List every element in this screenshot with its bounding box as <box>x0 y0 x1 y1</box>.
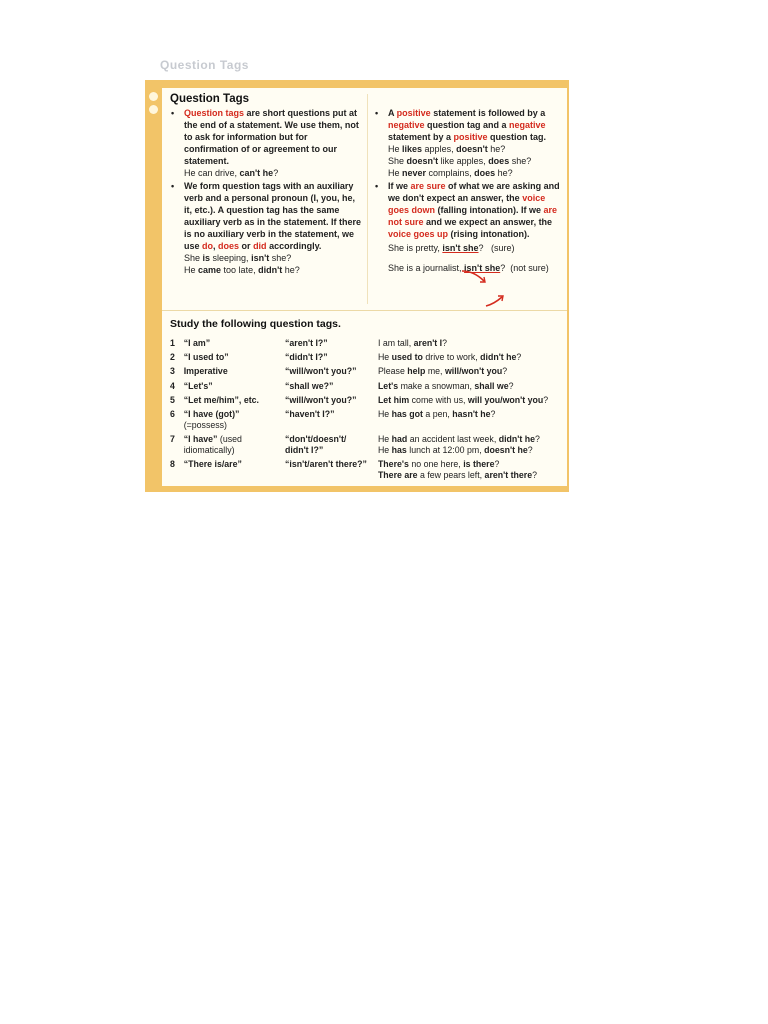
statement-cell <box>184 366 285 380</box>
example-can-drive <box>170 167 364 179</box>
tag-text: “will/won't you?” <box>285 394 357 405</box>
tag-cell <box>285 338 378 352</box>
example-line <box>378 470 567 481</box>
term-voice-goes-up: voice goes up <box>388 228 449 239</box>
example-text: a pen, <box>422 408 453 419</box>
bullet-definition <box>170 107 364 167</box>
example-bold: aren't I <box>413 338 443 348</box>
example-line <box>378 352 567 363</box>
example-bold: Let's <box>377 380 399 391</box>
example-bold: There are <box>377 470 418 481</box>
tag-cell <box>285 366 378 380</box>
example-text: ? <box>516 352 522 363</box>
example-cell <box>378 381 567 395</box>
example-text: ? <box>535 434 540 445</box>
table-row <box>170 395 567 409</box>
term-does: does <box>218 241 240 252</box>
example-cell <box>378 338 567 352</box>
statement-text: “There is/are” <box>183 459 242 470</box>
row-number: 7 <box>170 434 175 445</box>
right-column <box>374 107 564 274</box>
example-text: ? <box>273 168 279 179</box>
example-text: She <box>388 156 407 167</box>
example-line <box>378 381 567 392</box>
example-tag: doesn't <box>456 144 488 155</box>
faded-page-heading <box>160 58 530 72</box>
example-bold: used to <box>391 352 423 363</box>
formation-text: , <box>213 241 219 252</box>
term-did: did <box>253 241 267 252</box>
table-row <box>170 459 567 484</box>
tag-cell <box>285 381 378 395</box>
example-cell <box>378 409 567 434</box>
example-cell <box>378 366 567 380</box>
row-number: 4 <box>170 380 175 391</box>
tag-text: “isn't/aren't there?” <box>285 459 367 470</box>
definition-text: are short questions put at the end of a statement. We use them, not to ask for information but for confirmation of or agreement to our statement. <box>184 108 359 167</box>
statement-cell <box>184 434 285 459</box>
example-bold: Let him <box>377 394 410 405</box>
example-text: ? <box>543 394 549 405</box>
example-text: ? <box>494 459 500 470</box>
example-text: He <box>388 144 403 155</box>
example-text: He <box>377 408 392 419</box>
formation-text: accordingly. <box>266 241 322 252</box>
example-sleeping <box>170 252 364 264</box>
grammar-card <box>145 80 569 492</box>
polarity-text: statement is followed by a <box>430 108 546 118</box>
statement-cell <box>184 395 285 409</box>
example-never-complains <box>374 167 564 179</box>
example-text: He <box>377 434 392 445</box>
example-text: ? <box>442 338 448 348</box>
intonation-text: (rising intonation). <box>448 228 530 239</box>
example-line <box>378 395 567 406</box>
example-bold: will/won't you <box>444 366 503 377</box>
example-text: drive to work, <box>422 352 481 363</box>
example-text: ? <box>500 263 506 274</box>
example-text: ? <box>502 366 508 377</box>
table-row <box>170 434 567 459</box>
term-are-not-sure: are not sure <box>388 204 558 227</box>
example-text: too late, <box>221 265 259 276</box>
example-line <box>378 445 567 456</box>
column-divider <box>367 94 368 304</box>
example-text: no one here, <box>408 459 464 470</box>
example-text: She is pretty, <box>388 243 443 254</box>
row-number: 2 <box>170 352 175 363</box>
tag-cell <box>285 352 378 366</box>
tag-cell <box>285 459 378 484</box>
statement-note: (used <box>217 434 242 445</box>
statement-text: “Let me/him”, etc. <box>183 394 259 405</box>
statement-cell <box>184 459 285 484</box>
example-text: complains, <box>426 168 475 179</box>
row-number: 5 <box>170 394 175 405</box>
binder-hole-bottom <box>149 105 158 114</box>
example-bold: is <box>202 253 211 264</box>
example-line <box>378 366 567 377</box>
intonation-text: (falling intonation). If we <box>435 204 544 215</box>
term-positive: positive <box>396 108 431 118</box>
study-title: Study the following question tags. <box>170 318 341 330</box>
tag-text: “didn't I?” <box>285 352 328 363</box>
term-are-sure: are sure <box>410 180 446 191</box>
example-tag-rising: isn't she <box>464 263 501 274</box>
example-cell <box>378 434 567 459</box>
row-number: 3 <box>170 366 175 377</box>
example-bold: There's <box>377 459 409 470</box>
tag-text: “aren't I?” <box>285 338 328 348</box>
example-bold: doesn't <box>406 156 439 167</box>
example-came-late <box>170 264 364 276</box>
example-bold: aren't there <box>484 470 533 481</box>
statement-cell <box>184 338 285 352</box>
example-text: come with us, <box>409 394 468 405</box>
example-cell <box>378 459 567 484</box>
table-row <box>170 366 567 380</box>
example-line <box>378 434 567 445</box>
statement-text: “I used to” <box>183 352 229 363</box>
example-text: she? <box>269 253 292 264</box>
tag-text: “haven't I?” <box>285 408 335 419</box>
term-negative: negative <box>388 120 425 131</box>
example-text: an accident last week, <box>407 434 499 445</box>
example-bold: had <box>391 434 408 445</box>
statement-text: “I am” <box>183 338 211 348</box>
example-bold: came <box>198 265 222 276</box>
example-tag-falling: isn't she <box>442 243 479 254</box>
term-negative: negative <box>509 120 546 131</box>
statement-cell <box>184 409 285 434</box>
example-text: sleeping, <box>210 253 252 264</box>
falling-intonation-arrow-icon <box>460 269 490 285</box>
example-doesnt-like <box>374 155 564 167</box>
example-text: he? <box>495 168 513 179</box>
example-text: Please <box>377 366 408 377</box>
formation-text: or <box>239 241 254 252</box>
tag-cell <box>285 395 378 409</box>
formation-text: We form question tags with an auxiliary verb and a personal pronoun (I, you, he, it, etc.). A question tag has the same auxiliary verb as in the statement. If there is no auxiliary verb in the statement, we use <box>184 180 362 252</box>
example-text: He can drive, <box>184 168 240 179</box>
bullet-dot: • <box>375 108 379 118</box>
tag-text: “don't/doesn't/ <box>285 434 347 445</box>
example-bold: help <box>407 366 426 377</box>
example-note: (sure) <box>491 243 515 254</box>
example-tag: isn't <box>251 253 270 264</box>
table-row <box>170 409 567 434</box>
example-text: she? <box>509 156 532 167</box>
example-text: apples, <box>422 144 457 155</box>
statement-text: “I have (got)” <box>183 408 240 419</box>
left-column <box>170 107 364 276</box>
tag-text: “will/won't you?” <box>285 366 357 377</box>
statement-text: Imperative <box>183 366 228 377</box>
example-text: He <box>388 168 403 179</box>
tag-text: didn't I?” <box>285 445 324 456</box>
table-row <box>170 352 567 366</box>
example-text: me, <box>425 366 445 377</box>
example-line <box>378 459 567 470</box>
grammar-panel <box>162 88 567 486</box>
term-do: do <box>202 241 214 252</box>
term-question-tags: Question tags <box>184 108 245 118</box>
example-line <box>378 338 567 349</box>
example-text: like apples, <box>438 156 489 167</box>
example-bold: shall we <box>474 380 509 391</box>
example-text: ? <box>532 470 538 481</box>
example-cell <box>378 395 567 409</box>
intonation-text: of what we are asking and we don't expect an answer, the <box>388 180 560 203</box>
tag-cell <box>285 409 378 434</box>
example-bold: has got <box>391 408 423 419</box>
intonation-text: If we <box>388 180 411 191</box>
statement-note: (=possess) <box>183 419 227 430</box>
bullet-intonation <box>374 180 564 240</box>
statement-cell <box>184 381 285 395</box>
tag-cell <box>285 434 378 459</box>
example-text: She is a journalist, <box>388 263 465 274</box>
example-cell <box>378 352 567 366</box>
table-row <box>170 381 567 395</box>
example-line <box>378 409 567 420</box>
example-text: ? <box>478 243 484 254</box>
polarity-text: A <box>388 108 397 118</box>
example-tag: didn't <box>258 265 283 276</box>
polarity-text: question tag and a <box>424 120 510 131</box>
example-bold: is there <box>463 459 495 470</box>
example-text: He <box>184 265 199 276</box>
polarity-text: question tag. <box>487 132 547 143</box>
example-tag: does <box>488 156 510 167</box>
term-positive: positive <box>453 132 488 143</box>
example-tag: does <box>474 168 496 179</box>
table-row <box>170 338 567 352</box>
example-text: He <box>377 445 392 456</box>
intonation-text: and we expect an answer, the <box>423 216 553 227</box>
section-divider <box>162 310 567 311</box>
bullet-formation <box>170 180 364 253</box>
example-text: ? <box>527 445 533 456</box>
row-number: 1 <box>170 338 175 348</box>
bullet-dot: • <box>171 108 175 118</box>
example-text: he? <box>487 144 506 155</box>
example-bold: will you/won't you <box>467 394 544 405</box>
example-text: make a snowman, <box>398 380 475 391</box>
row-number: 6 <box>170 408 175 419</box>
example-note: (not sure) <box>510 263 549 274</box>
example-text: a few pears left, <box>417 470 485 481</box>
example-bold: didn't he <box>498 434 536 445</box>
example-text: ? <box>490 408 496 419</box>
question-tags-table <box>170 338 567 485</box>
polarity-text: statement by a <box>388 132 454 143</box>
bullet-dot: • <box>375 180 379 191</box>
example-text: She <box>184 253 203 264</box>
binder-hole-top <box>149 92 158 101</box>
statement-note: idiomatically) <box>183 445 235 456</box>
example-bold: doesn't he <box>484 445 528 456</box>
example-bold: never <box>402 168 427 179</box>
section-title: Question Tags <box>170 93 250 105</box>
tag-text: “shall we?” <box>285 380 334 391</box>
bullet-dot: • <box>171 180 175 191</box>
statement-cell <box>184 352 285 366</box>
example-bold: hasn't he <box>452 408 491 419</box>
example-text: I am tall, <box>377 338 414 348</box>
example-likes-apples <box>374 143 564 155</box>
example-bold: has <box>391 445 407 456</box>
rising-intonation-arrow-icon <box>484 294 508 310</box>
example-text: he? <box>282 265 300 276</box>
example-text: lunch at 12:00 pm, <box>406 445 485 456</box>
term-voice-goes-down: voice goes down <box>388 192 546 215</box>
statement-text: “I have” <box>183 434 218 445</box>
example-text: ? <box>508 380 514 391</box>
statement-text: “Let's” <box>183 380 213 391</box>
bullet-polarity <box>374 107 564 143</box>
example-tag: can't he <box>239 168 274 179</box>
example-bold: didn't he <box>480 352 517 363</box>
example-bold: likes <box>402 144 423 155</box>
example-text: He <box>377 352 392 363</box>
faded-heading-text: Question Tags <box>160 58 249 72</box>
row-number: 8 <box>170 459 175 470</box>
example-pretty <box>374 242 564 254</box>
